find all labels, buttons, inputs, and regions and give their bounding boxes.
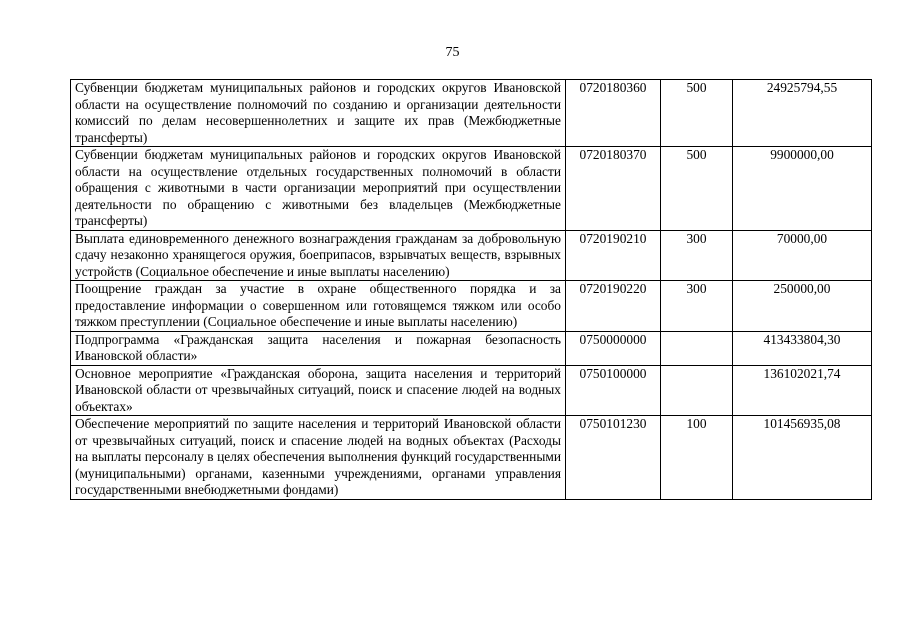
row-expense-type: 500 [661, 147, 733, 231]
table-row [71, 331, 872, 365]
table-row [71, 281, 872, 332]
row-description: Выплата единовременного денежного вознаграждения гражданам за добровольную сдачу незаконно хранящегося оружия, боеприпасов, взрывчатых веществ, взрывных устройств (Социальное обеспечение и иные выплаты населению) [71, 230, 566, 281]
table-row [71, 147, 872, 231]
row-amount: 413433804,30 [733, 331, 872, 365]
row-expense-type: 300 [661, 281, 733, 332]
row-code: 0720180370 [566, 147, 661, 231]
row-code: 0720180360 [566, 80, 661, 147]
budget-table [70, 79, 872, 500]
row-description: Субвенции бюджетам муниципальных районов и городских округов Ивановской области на осуществление полномочий по созданию и организации деятельности комиссий по делам несовершеннолетних и защите их прав (Межбюджетные трансферты) [71, 80, 566, 147]
row-amount: 136102021,74 [733, 365, 872, 416]
row-expense-type [661, 365, 733, 416]
row-expense-type: 500 [661, 80, 733, 147]
row-amount: 250000,00 [733, 281, 872, 332]
row-amount: 9900000,00 [733, 147, 872, 231]
row-expense-type [661, 331, 733, 365]
row-description: Субвенции бюджетам муниципальных районов и городских округов Ивановской области на осуществление отдельных государственных полномочий в области обращения с животными в части организации мероприятий при осуществлении деятельности по обращению с животными без владельцев (Межбюджетные трансферты) [71, 147, 566, 231]
row-expense-type: 300 [661, 230, 733, 281]
row-description: Подпрограмма «Гражданская защита населения и пожарная безопасность Ивановской области» [71, 331, 566, 365]
table-row [71, 80, 872, 147]
row-description: Основное мероприятие «Гражданская оборона, защита населения и территорий Ивановской области от чрезвычайных ситуаций, поиск и спасение людей на водных объектах» [71, 365, 566, 416]
row-description: Обеспечение мероприятий по защите населения и территорий Ивановской области от чрезвычайных ситуаций, поиск и спасение людей на водных объектах (Расходы на выплаты персоналу в целях обеспечения выполнения функций государственными (муниципальными) органами, казенными учреждениями, органами управления государственными внебюджетными фондами) [71, 416, 566, 500]
row-amount: 70000,00 [733, 230, 872, 281]
table-row [71, 365, 872, 416]
row-code: 0750101230 [566, 416, 661, 500]
row-code: 0750000000 [566, 331, 661, 365]
row-amount: 24925794,55 [733, 80, 872, 147]
row-amount: 101456935,08 [733, 416, 872, 500]
row-expense-type: 100 [661, 416, 733, 500]
row-description: Поощрение граждан за участие в охране общественного порядка и за предоставление информации о совершенном или готовящемся тяжком или особо тяжком преступлении (Социальное обеспечение и иные выплаты населению) [71, 281, 566, 332]
row-code: 0720190220 [566, 281, 661, 332]
row-code: 0720190210 [566, 230, 661, 281]
table-row [71, 230, 872, 281]
row-code: 0750100000 [566, 365, 661, 416]
page-number: 75 [445, 45, 460, 60]
table-row [71, 416, 872, 500]
